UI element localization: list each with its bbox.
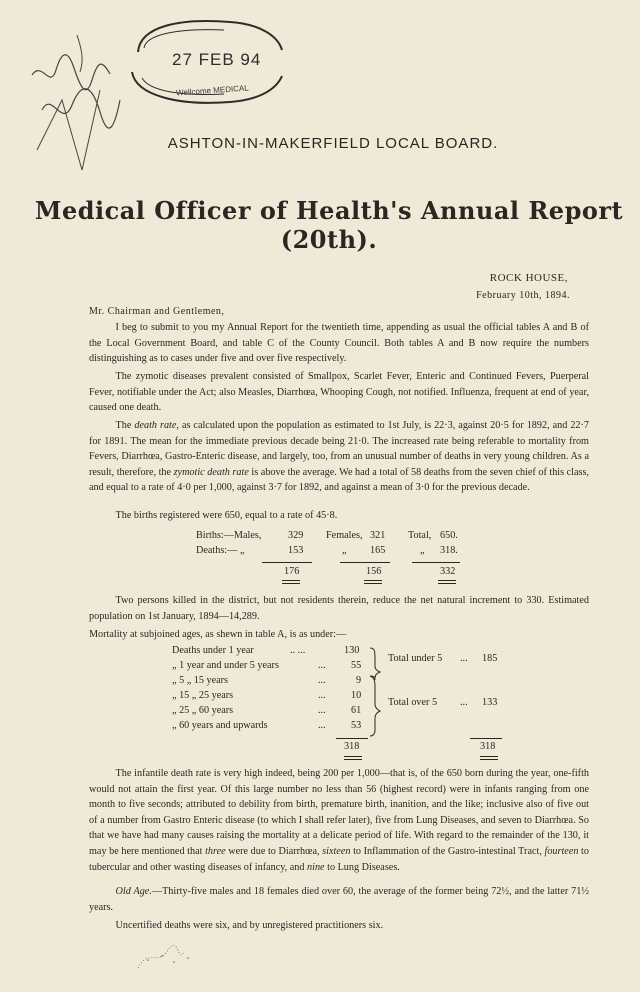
stamp-date: 27 FEB 94 bbox=[172, 50, 262, 69]
handwritten-annotation bbox=[22, 30, 132, 180]
paragraph-mortality-intro: Mortality at subjoined ages, as shewn in table A, is as under:— bbox=[89, 629, 347, 640]
salutation: Mr. Chairman and Gentlemen, bbox=[89, 306, 225, 317]
paragraph-uncertified: Uncertified deaths were six, and by unregistered practitioners six. bbox=[115, 920, 384, 931]
paragraph-births: The births registered were 650, equal to a rate of 45·8. bbox=[115, 510, 338, 521]
brace-group bbox=[368, 646, 382, 738]
address-house: ROCK HOUSE, bbox=[489, 272, 568, 284]
board-title: ASHTON-IN-MAKERFIELD LOCAL BOARD. bbox=[167, 135, 499, 152]
address-date: February 10th, 1894. bbox=[476, 290, 570, 301]
report-title: Medical Officer of Health's Annual Report (20th). bbox=[34, 196, 624, 254]
paragraph-intro: I beg to submit to you my Annual Report for the twentieth time, appending as usual the official tables A and B of the Local Government Board, and table C of the County Council. Both tables A and B now require the numbers distinguishing as to cases under five and over five respectively. bbox=[89, 322, 589, 365]
paragraph-zymotic: The zymotic diseases prevalent consisted of Smallpox, Scarlet Fever, Enteric and Continued Fevers, Puerperal Fever, notifiable under the Act; also Measles, Diarrhœa, Whooping Cough, not notified. Influenza, frequent at end of year, caused one death. bbox=[89, 371, 589, 414]
paragraph-infantile: The infantile death rate is very high indeed, being 200 per 1,000—that is, of the 650 born during the year, one-fifth would not attain the first year. Of this large number no less than 56 (highest record) were in infants ranging from one month to five seconds; attributed to debility from birth, premature birth, inanition, and the like; inclusive also of five out of a number from Gastro Enteric disease (to which I shall refer later), five from Lung Diseases, and seven to Diarrhœa. So that we have had many causes raising the mortality at a delicate period of life. With regard to the remainder of the 130, it may be here mentioned that three were due to Diarrhœa, sixteen to Inflammation of the Gastro-intestinal Tract, fourteen to tubercular and other wasting diseases of infancy, and nine to Lung Diseases. bbox=[89, 768, 589, 873]
stamp-department: Wellcome MEDICAL bbox=[175, 83, 249, 98]
report-page: 27 FEB 94 Wellcome MEDICAL ASHTON-IN-MAKERFIELD LOCAL BOARD. Medical Officer of Health's Annual Report (20th). ROCK HOUSE, February 10th, 1894. Mr. Chairman and Gentlemen, I beg to submit to you my Annual Report for the twentieth time, appending as usual the official tables A and B of the Local Government Board, and table C of the County Council. Both tables A and B now require the numbers distinguishing as to cases under five and over five respectively. The zymotic diseases prevalent consisted of Smallpox, Scarlet Fever, Enteric and Continued Fevers, Puerperal Fever, notifiable under the Act; also Measles, Diarrhœa, Whooping Cough, not notified. Influenza, frequent at end of year, caused one death. The death rate, as calculated upon the population as estimated to 1st July, is 22·3, against 20·5 for 1892, and 22·7 for 1891. The mean for the immediate previous decade being 21·0. The increased rate being referable to mortality from Fevers, Diarrhœa, Gastro-Enteric disease, and largely, too, from an unusual number of deaths in very young children. As a result, therefore, the zymotic death rate is above the average. We had a total of 58 deaths from the seven chief of this class, and equal to a rate of 4·0 per 1,000, against 3·7 for 1892, and against a mean of 3·0 for the previous decade. The births registered were 650, equal to a rate of 45·8. Births:—Males, 329 Females, 321 Total, 650. Deaths:— „ 153 „ 165 „ 318. 176 156 332 Two persons killed in the district, but not residents therein, reduce the net natural increment to 330. Estimated population on 1st January, 1894—14,289. Mortality at subjoined ages, as shewn in table A, is as under:— Deaths under 1 year .. ... 130 „ 1 year and under 5 years ... 55 „ 5 „ 15 years ... 9 „ 15 „ 25 years ... 10 „ 25 „ 60 years ... 61 „ 60 years and upwards ... 53 Total under 5 ... 185 Total over 5 ... 133 318 318 The infantile death rate is very high indeed, being 200 per 1,000—that is, of the 650 born during the year, one-fifth would not attain the first year. Of this large number no less than 56 (highest record) were in infants ranging from one month to five seconds; attributed to debility from birth, premature birth, inanition, and the like; inclusive also of five out of a number from Gastro Enteric disease (to which I shall refer later), five from Lung Diseases, and seven to Diarrhœa. So that we have had many causes raising the mortality at a delicate period of life. With regard to the remainder of the 130, it may be here mentioned that three were due to Diarrhœa, sixteen to Inflammation of the Gastro-intestinal Tract, fourteen to tubercular and other wasting diseases of infancy, and nine to Lung Diseases. Old Age.—Thirty-five males and 18 females died over 60, the average of the former being 72½, and the latter 71½ years. Uncertified deaths were six, and by unregistered practitioners six. bbox=[0, 0, 640, 992]
paragraph-old-age: Old Age.—Thirty-five males and 18 females died over 60, the average of the former being 72½, and the latter 71½ years. bbox=[89, 886, 590, 913]
ink-smudge bbox=[118, 938, 268, 978]
paragraph-increment: Two persons killed in the district, but not residents therein, reduce the net natural increment to 330. Estimated population on 1st January, 1894—14,289. bbox=[89, 595, 589, 622]
paragraph-death-rate: The death rate, as calculated upon the population as estimated to 1st July, is 22·3, against 20·5 for 1892, and 22·7 for 1891. The mean for the immediate previous decade being 21·0. The increased rate being referable to mortality from Fevers, Diarrhœa, Gastro-Enteric disease, and largely, too, from an unusual number of deaths in very young children. As a result, therefore, the zymotic death rate is above the average. We had a total of 58 deaths from the seven chief of this class, and equal to a rate of 4·0 per 1,000, against 3·7 for 1892, and against a mean of 3·0 for the previous decade. bbox=[89, 420, 590, 494]
